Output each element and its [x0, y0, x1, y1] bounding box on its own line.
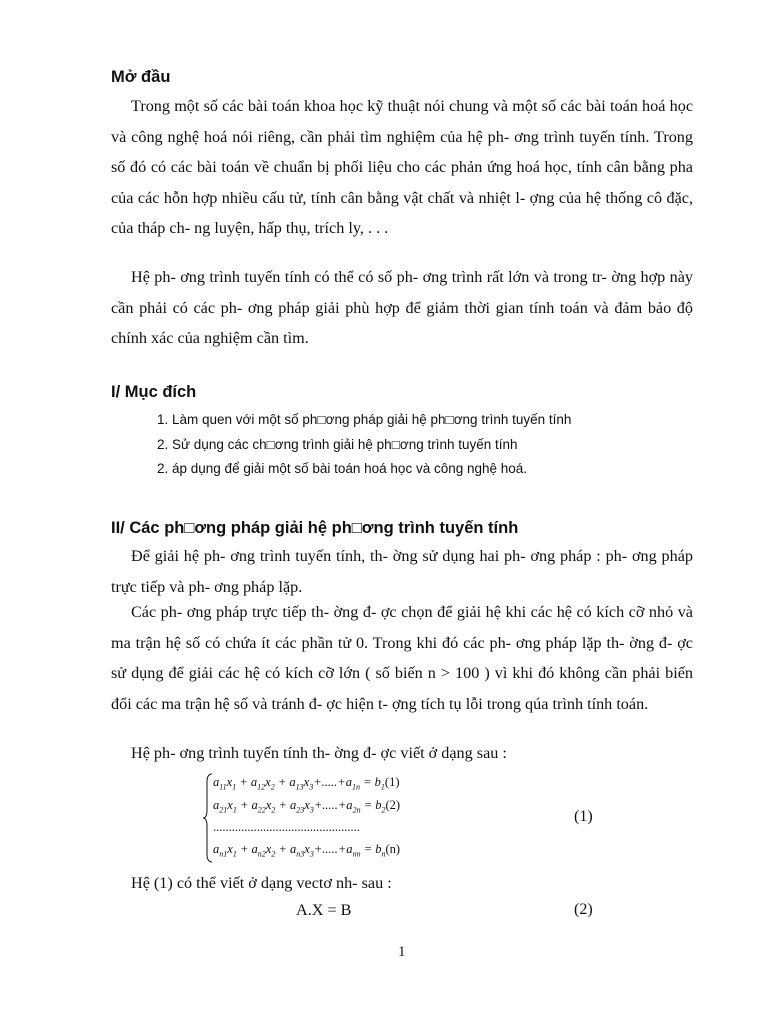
- purpose-item-3: 2. áp dụng để giải một số bài toán hoá học và công nghệ hoá.: [157, 461, 528, 476]
- methods-paragraph-1-text: Để giải hệ ph- ơng trình tuyến tính, th- ờng sử dụng hai ph- ơng pháp : ph- ơng pháp trực tiếp và ph- ơng pháp lặp.: [111, 547, 693, 596]
- page-number: 1: [398, 944, 406, 960]
- equation-system: [203, 772, 463, 864]
- methods-paragraph-3: Hệ ph- ơng trình tuyến tính th- ờng đ- ợc viết ở dạng sau :: [131, 744, 507, 762]
- equation-row-1: $a_{11}x_1 + a_{12}x_2 + a_{13}x_3+.....+a_{1n} = b_1(1)$: [213, 775, 400, 792]
- purpose-heading: I/ Mục đích: [111, 383, 197, 401]
- intro-paragraph-1: [111, 91, 693, 244]
- methods-paragraph-2-text: Các ph- ơng pháp trực tiếp th- ờng đ- ợc chọn để giải hệ khi các hệ có kích cỡ nhỏ và ma trận hệ số có chứa ít các phần tử 0. Trong khi đó các ph- ơng pháp lặp th- ờng đ- ợc sử dụng để giải các hệ có kích cỡ lớn ( số biến n > 100 ) vì khi đó không cần phải biến đổi các ma trận hệ số và tránh đ- ợc hiện t- ợng tích tụ lỗi trong qúa trình tính toán.: [111, 603, 693, 713]
- purpose-item-2: 2. Sử dụng các ch□ơng trình giải hệ ph□ơng trình tuyến tính: [157, 436, 518, 452]
- equation-row-2: $a_{21}x_1 + a_{22}x_2 + a_{23}x_3+.....+a_{2n} = b_2(2)$: [213, 798, 401, 815]
- equation-1-label: (1): [574, 808, 593, 825]
- methods-heading: II/ Các ph□ơng pháp giải hệ ph□ơng trình tuyến tính: [111, 519, 519, 537]
- purpose-item-1: 1. Làm quen với một số ph□ơng pháp giải hệ ph□ơng trình tuyến tính: [157, 412, 572, 427]
- equation-row-n: $a_{n1}x_1 + a_{n2}x_2 + a_{n3}x_3+.....+a_{nn} = b_n(n)$: [213, 842, 401, 859]
- purpose-list: [157, 408, 571, 482]
- equation-dots: ...............................................: [213, 820, 360, 834]
- methods-paragraph-1: [111, 541, 693, 602]
- intro-paragraph-2: [111, 262, 693, 354]
- brace-icon: [203, 772, 213, 864]
- intro-heading: Mở đầu: [111, 68, 171, 86]
- intro-paragraph-1-text: Trong một số các bài toán khoa học kỹ thuật nói chung và một số các bài toán hoá học và công nghệ hoá nói riêng, cần phải tìm nghiệm của hệ ph- ơng trình tuyến tính. Trong số đó có các bài toán về chuẩn bị phối liệu cho các phản ứng hoá học, tính cân bằng pha của các hỗn hợp nhiều cấu tử, tính cân bằng vật chất và nhiệt l- ợng của hệ thống cô đặc, của tháp ch- ng luyện, hấp thụ, trích ly, . . .: [111, 97, 693, 238]
- methods-paragraph-4: Hệ (1) có thể viết ở dạng vectơ nh- sau :: [131, 874, 392, 892]
- methods-paragraph-2: [111, 597, 693, 719]
- equation-2: A.X = B: [296, 901, 352, 919]
- equation-2-label: (2): [574, 901, 593, 918]
- intro-paragraph-2-text: Hệ ph- ơng trình tuyến tính có thể có số ph- ơng trình rất lớn và trong tr- ờng hợp này cần phải có các ph- ơng pháp giải phù hợp để giảm thời gian tính toán và đảm bảo độ chính xác của nghiệm cần tìm.: [111, 268, 693, 348]
